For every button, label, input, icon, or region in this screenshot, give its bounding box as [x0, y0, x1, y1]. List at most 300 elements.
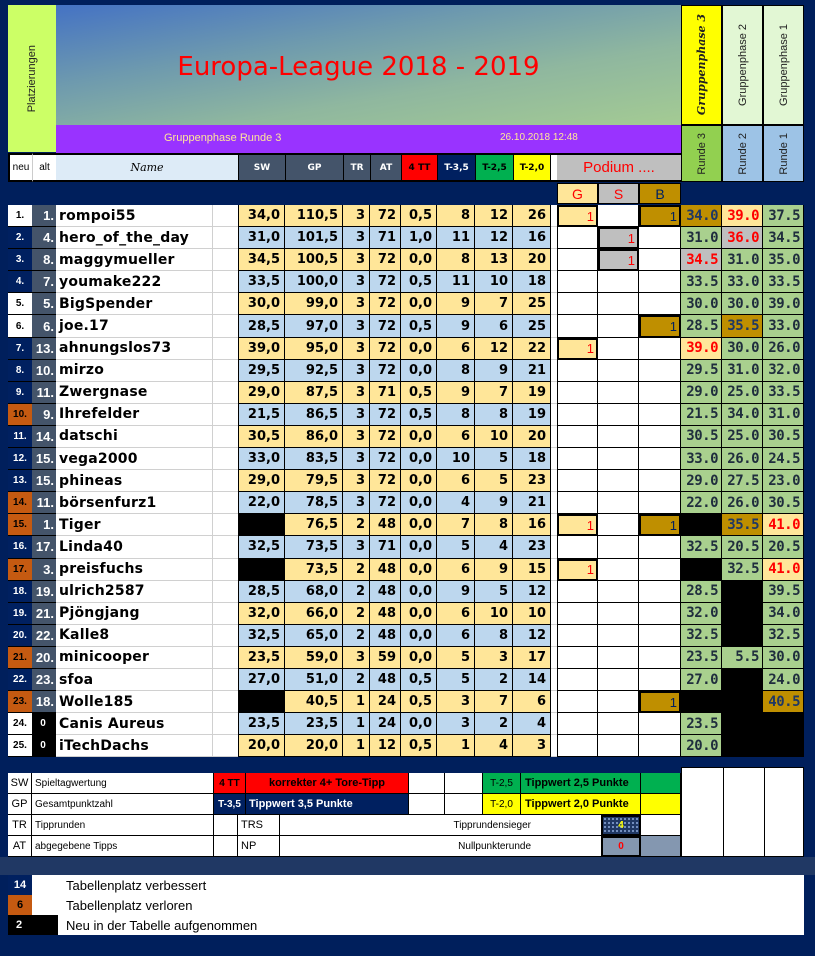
name-spacer: [212, 603, 238, 625]
rank-old: 5.: [32, 293, 56, 315]
divider-band: [0, 857, 815, 875]
rank-new: 14.: [8, 492, 32, 514]
rank-new: 7.: [8, 338, 32, 360]
score-tr: 1: [343, 735, 370, 757]
rank-new: 11.: [8, 426, 32, 448]
podium-gold: [557, 536, 598, 558]
score-t20: 12: [513, 625, 551, 647]
status-legend-lost: [8, 895, 192, 915]
score-t20: 15: [513, 559, 551, 581]
history-h1: 41.0: [763, 559, 804, 581]
history-h3: 29.5: [681, 360, 722, 382]
history-h1: 30.5: [763, 492, 804, 514]
player-name[interactable]: börsenfurz1: [56, 492, 212, 514]
legend: [8, 773, 681, 857]
score-at: 72: [370, 426, 401, 448]
rank-old: 10.: [32, 360, 56, 382]
podium-bronze: [639, 360, 681, 382]
table-row: [8, 271, 804, 293]
score-tr: 3: [343, 249, 370, 271]
history-h2: [722, 735, 763, 757]
rank-old: 6.: [32, 315, 56, 337]
score-4tt: 0,0: [401, 426, 437, 448]
history-h2: 31.0: [722, 249, 763, 271]
score-sw: 32,0: [238, 603, 285, 625]
history-h2: 5.5: [722, 647, 763, 669]
score-at: 72: [370, 492, 401, 514]
podium-gold: [557, 470, 598, 492]
name-spacer: [212, 293, 238, 315]
col-header-bronze: B: [639, 183, 681, 204]
podium-gold: [557, 625, 598, 647]
score-gp: 78,5: [285, 492, 343, 514]
table-row: [8, 470, 804, 492]
podium-gold: 1: [557, 514, 598, 536]
score-t25: 12: [475, 227, 513, 249]
history-h3: 28.5: [681, 315, 722, 337]
history-h2: 32.5: [722, 559, 763, 581]
score-sw: 28,5: [238, 315, 285, 337]
score-t20: 18: [513, 271, 551, 293]
player-name[interactable]: Linda40: [56, 536, 212, 558]
col-header-name: Name: [56, 153, 238, 182]
name-spacer: [212, 249, 238, 271]
score-t20: 4: [513, 713, 551, 735]
name-spacer: [212, 713, 238, 735]
score-tr: 3: [343, 492, 370, 514]
podium-silver: [598, 691, 639, 713]
score-t20: 14: [513, 669, 551, 691]
history-h1: [763, 713, 804, 735]
podium-bronze: [639, 492, 681, 514]
name-spacer: [212, 404, 238, 426]
podium-bronze: [639, 271, 681, 293]
player-name[interactable]: Wolle185: [56, 691, 212, 713]
score-t35: 6: [437, 338, 475, 360]
score-gp: 110,5: [285, 205, 343, 227]
score-gp: 101,5: [285, 227, 343, 249]
score-t20: 23: [513, 470, 551, 492]
score-sw: 33,0: [238, 448, 285, 470]
player-name[interactable]: maggymueller: [56, 249, 212, 271]
name-spacer: [212, 691, 238, 713]
new-badge: 2: [8, 915, 58, 935]
podium-silver: 1: [598, 227, 639, 249]
history-h2: [722, 625, 763, 647]
history-h2: 30.0: [722, 338, 763, 360]
score-4tt: 0,0: [401, 603, 437, 625]
legend-empty: [445, 794, 483, 815]
player-name[interactable]: minicooper: [56, 647, 212, 669]
round-bar: [56, 125, 681, 153]
score-sw: 30,5: [238, 426, 285, 448]
score-sw: 34,0: [238, 205, 285, 227]
score-at: 72: [370, 249, 401, 271]
score-at: 71: [370, 227, 401, 249]
player-name[interactable]: Pjöngjang: [56, 603, 212, 625]
score-sw: 31,0: [238, 227, 285, 249]
player-name[interactable]: datschi: [56, 426, 212, 448]
score-sw: 39,0: [238, 338, 285, 360]
score-t25: 8: [475, 514, 513, 536]
player-name[interactable]: mirzo: [56, 360, 212, 382]
podium-gold: [557, 448, 598, 470]
history-h1: 26.0: [763, 338, 804, 360]
table-row: [8, 713, 804, 735]
score-gp: 79,5: [285, 470, 343, 492]
player-name[interactable]: Zwergnase: [56, 382, 212, 404]
score-tr: 2: [343, 625, 370, 647]
history-h2: [722, 669, 763, 691]
score-at: 71: [370, 382, 401, 404]
name-spacer: [212, 360, 238, 382]
podium-gold: [557, 713, 598, 735]
legend-t35-text: Tippwert 3,5 Punkte: [246, 794, 409, 815]
history-h3: [681, 691, 722, 713]
history-h3: [681, 559, 722, 581]
legend-empty: [214, 815, 238, 836]
player-name[interactable]: Tiger: [56, 514, 212, 536]
rank-new: 24.: [8, 713, 32, 735]
history-h1: 24.0: [763, 669, 804, 691]
score-tr: 2: [343, 581, 370, 603]
rank-old: 13.: [32, 338, 56, 360]
score-sw: [238, 514, 285, 536]
score-sw: 29,0: [238, 382, 285, 404]
rank-new: 10.: [8, 404, 32, 426]
history-h1: 34.5: [763, 227, 804, 249]
score-at: 24: [370, 691, 401, 713]
score-t20: 16: [513, 227, 551, 249]
score-gp: 23,5: [285, 713, 343, 735]
col-header-gp: GP: [285, 153, 343, 182]
col-header-gold: G: [557, 183, 598, 204]
score-4tt: 0,5: [401, 735, 437, 757]
player-name[interactable]: Canis Aureus: [56, 713, 212, 735]
legend-empty: [445, 773, 483, 794]
history-h2: [722, 581, 763, 603]
score-sw: 21,5: [238, 404, 285, 426]
table-row: [8, 581, 804, 603]
col-header-podium: Podium ....: [557, 153, 681, 182]
score-t35: 4: [437, 492, 475, 514]
history-h3: [681, 514, 722, 536]
legend-gp-text: Gesamtpunktzahl: [32, 794, 214, 815]
history-h1: 39.5: [763, 581, 804, 603]
history-h2: 34.0: [722, 404, 763, 426]
legend-t25-swatch: [641, 773, 681, 794]
score-t35: 9: [437, 581, 475, 603]
podium-bronze: [639, 293, 681, 315]
podium-bronze: [639, 227, 681, 249]
score-gp: 86,5: [285, 404, 343, 426]
history-h1: 32.0: [763, 360, 804, 382]
history-h1: 24.5: [763, 448, 804, 470]
score-t20: 12: [513, 581, 551, 603]
history-h2: 26.0: [722, 492, 763, 514]
score-t25: 13: [475, 249, 513, 271]
score-t25: 6: [475, 315, 513, 337]
col-header-t20: T-2,0: [513, 153, 551, 182]
player-name[interactable]: hero_of_the_day: [56, 227, 212, 249]
player-name[interactable]: joe.17: [56, 315, 212, 337]
legend-at-text: abgegebene Tipps: [32, 836, 214, 857]
col-header-tr: TR: [343, 153, 370, 182]
podium-silver: [598, 205, 639, 227]
podium-silver: [598, 426, 639, 448]
score-t25: 4: [475, 536, 513, 558]
rank-new: 1.: [8, 205, 32, 227]
score-tr: 3: [343, 271, 370, 293]
score-tr: 3: [343, 536, 370, 558]
podium-silver: [598, 360, 639, 382]
player-name[interactable]: rompoi55: [56, 205, 212, 227]
rank-old: 3.: [32, 559, 56, 581]
podium-silver: [598, 315, 639, 337]
player-name[interactable]: preisfuchs: [56, 559, 212, 581]
score-t35: 7: [437, 514, 475, 536]
podium-gold: [557, 603, 598, 625]
col-header-alt: alt: [32, 153, 56, 182]
podium-gold: 1: [557, 338, 598, 360]
score-gp: 73,5: [285, 559, 343, 581]
score-t35: 5: [437, 669, 475, 691]
rank-old: 15.: [32, 470, 56, 492]
score-sw: 23,5: [238, 647, 285, 669]
legend-t20-swatch: [641, 794, 681, 815]
podium-bronze: [639, 448, 681, 470]
legend-tr-abbr: TR: [8, 815, 32, 836]
status-legend-new: [8, 915, 257, 935]
history-h2: [722, 603, 763, 625]
history-h3: 34.5: [681, 249, 722, 271]
score-sw: 29,0: [238, 470, 285, 492]
name-spacer: [212, 470, 238, 492]
podium-gold: [557, 647, 598, 669]
improved-text: Tabellenplatz verbessert: [66, 877, 207, 893]
table-row: [8, 559, 804, 581]
score-tr: 1: [343, 691, 370, 713]
lost-badge: 6: [8, 895, 32, 915]
rank-new: 4.: [8, 271, 32, 293]
score-t20: 3: [513, 735, 551, 757]
legend-np-text: Nullpunkterunde: [280, 836, 601, 857]
score-t25: 9: [475, 492, 513, 514]
podium-bronze: [639, 735, 681, 757]
legend-gp-abbr: GP: [8, 794, 32, 815]
score-4tt: 0,0: [401, 625, 437, 647]
name-spacer: [212, 514, 238, 536]
player-name[interactable]: ahnungslos73: [56, 338, 212, 360]
podium-silver: [598, 713, 639, 735]
score-t25: 8: [475, 404, 513, 426]
history-h1: 31.0: [763, 404, 804, 426]
history-h2: 36.0: [722, 227, 763, 249]
score-t25: 10: [475, 271, 513, 293]
legend-t20-text: Tippwert 2,0 Punkte: [521, 794, 641, 815]
score-t25: 9: [475, 559, 513, 581]
rank-new: 23.: [8, 691, 32, 713]
rank-old: 1.: [32, 205, 56, 227]
name-spacer: [212, 581, 238, 603]
round-header-2: [722, 125, 763, 182]
history-h3: 30.5: [681, 426, 722, 448]
podium-bronze: [639, 625, 681, 647]
score-4tt: 0,0: [401, 581, 437, 603]
score-t35: 8: [437, 360, 475, 382]
podium-gold: [557, 735, 598, 757]
podium-gold: [557, 227, 598, 249]
col-header-4tt: 4 TT: [401, 153, 437, 182]
rank-old: 9.: [32, 404, 56, 426]
podium-bronze: [639, 470, 681, 492]
name-spacer: [212, 492, 238, 514]
podium-gold: [557, 249, 598, 271]
score-t35: 11: [437, 271, 475, 293]
rank-new: 15.: [8, 514, 32, 536]
table-row: [8, 536, 804, 558]
name-spacer: [212, 315, 238, 337]
legend-4tt-text: korrekter 4+ Tore-Tipp: [246, 773, 409, 794]
player-name[interactable]: ulrich2587: [56, 581, 212, 603]
score-at: 24: [370, 713, 401, 735]
history-h3: 33.0: [681, 448, 722, 470]
player-name[interactable]: Kalle8: [56, 625, 212, 647]
player-name[interactable]: Ihrefelder: [56, 404, 212, 426]
history-h3: 23.5: [681, 647, 722, 669]
col-header-neu: neu: [8, 153, 32, 182]
history-h1: 34.0: [763, 603, 804, 625]
score-4tt: 0,0: [401, 536, 437, 558]
history-h3: 27.0: [681, 669, 722, 691]
rank-new: 22.: [8, 669, 32, 691]
score-4tt: 0,0: [401, 559, 437, 581]
history-h2: 25.0: [722, 382, 763, 404]
score-t20: 23: [513, 536, 551, 558]
score-at: 72: [370, 293, 401, 315]
podium-bronze: 1: [639, 315, 681, 337]
name-spacer: [212, 735, 238, 757]
podium-silver: [598, 581, 639, 603]
player-name[interactable]: vega2000: [56, 448, 212, 470]
rank-old: 14.: [32, 426, 56, 448]
history-h3: 32.5: [681, 625, 722, 647]
podium-bronze: [639, 426, 681, 448]
score-tr: 3: [343, 448, 370, 470]
score-sw: 20,0: [238, 735, 285, 757]
score-at: 48: [370, 603, 401, 625]
score-t35: 8: [437, 205, 475, 227]
podium-silver: [598, 382, 639, 404]
score-t25: 7: [475, 293, 513, 315]
score-t20: 18: [513, 448, 551, 470]
podium-bronze: [639, 713, 681, 735]
player-name[interactable]: phineas: [56, 470, 212, 492]
round-label: Runde 1: [777, 132, 790, 175]
table-row: [8, 492, 804, 514]
score-gp: 100,0: [285, 271, 343, 293]
platzierungen-header: [8, 5, 56, 152]
history-h2: 31.0: [722, 360, 763, 382]
history-h1: 20.5: [763, 536, 804, 558]
table-row: [8, 691, 804, 713]
score-t25: 3: [475, 647, 513, 669]
score-tr: 3: [343, 404, 370, 426]
history-h3: 33.5: [681, 271, 722, 293]
score-sw: [238, 691, 285, 713]
score-4tt: 0,0: [401, 514, 437, 536]
score-4tt: 0,0: [401, 470, 437, 492]
score-gp: 92,5: [285, 360, 343, 382]
round-header-3: [681, 125, 722, 182]
score-t25: 5: [475, 448, 513, 470]
legend-trs-text: Tipprundensieger: [280, 815, 601, 836]
rank-old: 17.: [32, 536, 56, 558]
history-h3: 39.0: [681, 338, 722, 360]
score-t35: 6: [437, 559, 475, 581]
round-header-1: [763, 125, 804, 182]
score-t25: 7: [475, 382, 513, 404]
score-sw: 33,5: [238, 271, 285, 293]
table-row: [8, 647, 804, 669]
score-gp: 83,5: [285, 448, 343, 470]
platzierungen-label: Platzierungen: [26, 44, 38, 113]
score-gp: 86,0: [285, 426, 343, 448]
score-at: 72: [370, 205, 401, 227]
player-name[interactable]: BigSpender: [56, 293, 212, 315]
score-gp: 66,0: [285, 603, 343, 625]
rank-new: 25.: [8, 735, 32, 757]
table-row: [8, 338, 804, 360]
podium-bronze: [639, 669, 681, 691]
score-at: 48: [370, 581, 401, 603]
score-4tt: 0,0: [401, 249, 437, 271]
podium-gold: [557, 360, 598, 382]
score-4tt: 0,0: [401, 647, 437, 669]
score-t35: 5: [437, 647, 475, 669]
legend-np-value: 0: [601, 836, 641, 857]
table-row: [8, 205, 804, 227]
score-gp: 100,5: [285, 249, 343, 271]
score-gp: 99,0: [285, 293, 343, 315]
table-row: [8, 669, 804, 691]
legend-sw-abbr: SW: [8, 773, 32, 794]
history-h1: 33.0: [763, 315, 804, 337]
legend-at-abbr: AT: [8, 836, 32, 857]
rank-new: 20.: [8, 625, 32, 647]
podium-silver: [598, 647, 639, 669]
table-row: [8, 426, 804, 448]
podium-gold: [557, 315, 598, 337]
rank-old: 7.: [32, 271, 56, 293]
table-row: [8, 315, 804, 337]
score-at: 72: [370, 470, 401, 492]
score-at: 72: [370, 271, 401, 293]
score-tr: 2: [343, 559, 370, 581]
score-gp: 87,5: [285, 382, 343, 404]
player-name[interactable]: youmake222: [56, 271, 212, 293]
phase-label: Gruppenphase 1: [777, 24, 790, 106]
score-t35: 5: [437, 536, 475, 558]
score-t35: 8: [437, 249, 475, 271]
player-name[interactable]: sfoa: [56, 669, 212, 691]
podium-bronze: 1: [639, 514, 681, 536]
history-h1: 41.0: [763, 514, 804, 536]
podium-silver: [598, 603, 639, 625]
player-name[interactable]: iTechDachs: [56, 735, 212, 757]
history-h1: 35.0: [763, 249, 804, 271]
rank-new: 18.: [8, 581, 32, 603]
